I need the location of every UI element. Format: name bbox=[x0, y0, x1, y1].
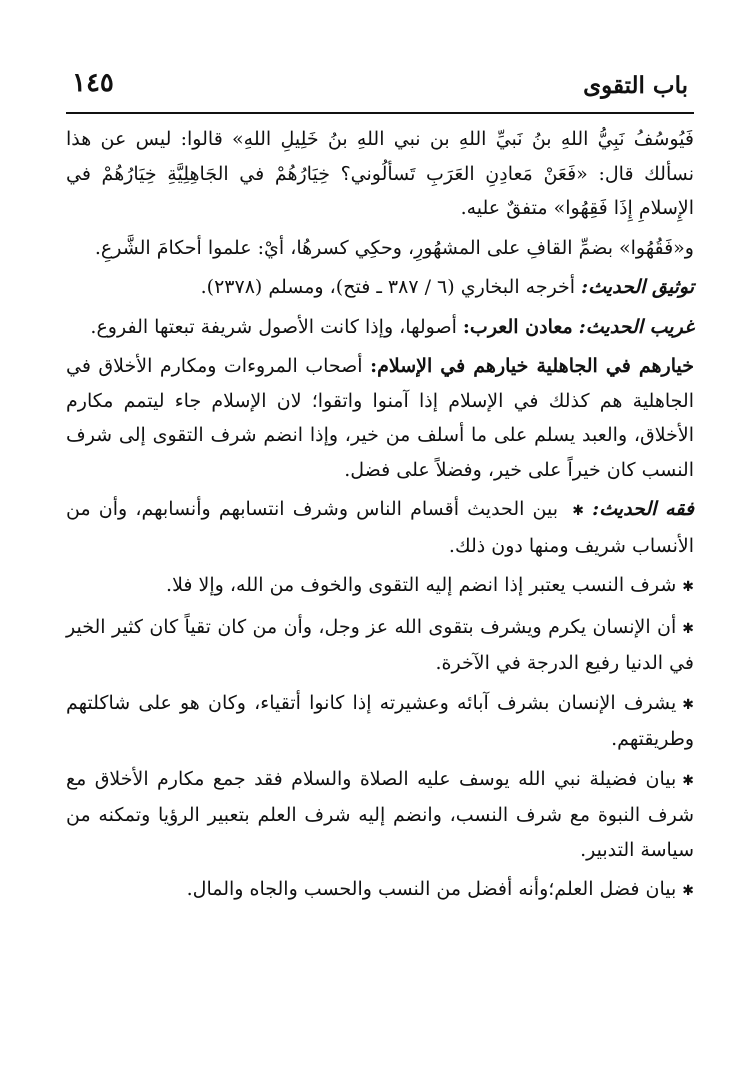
takhrij-label: توثيق الحديث: bbox=[581, 276, 694, 298]
list-item-text: بيان فضيلة نبي الله يوسف عليه الصلاة والسلام فقد جمع مكارم الأخلاق مع شرف النبوة مع شرف النسب، وانضم إليه شرف العلم بتعبير الرؤيا وتمكنه من سياسة التدبير. bbox=[66, 767, 694, 861]
gharib-label: غريب الحديث: bbox=[578, 315, 694, 338]
bullet-star-icon: ✱ bbox=[682, 883, 694, 899]
header-rule bbox=[66, 112, 694, 114]
page-body bbox=[66, 122, 694, 914]
chapter-title: باب التقوى bbox=[583, 72, 688, 99]
list-item bbox=[66, 872, 694, 909]
bullet-star-icon: ✱ bbox=[682, 696, 694, 713]
hadith-paragraph bbox=[66, 122, 694, 226]
hadith-text: فَيُوسُفُ نَبِيُّ اللهِ بنُ نَبيِّ اللهِ بن نبي اللهِ بنُ خَلِيلِ اللهِ» قالوا: ليس عن هذا نسألك قال: «فَعَنْ مَعادِنِ العَرَبِ تَسألُوني؟ خِيَارُهُمْ في الجَاهِلِيَّةِ خِيَارُهُمْ في الإِسلامِ إِذَا فَقِهُوا» متفقٌ عليه. bbox=[66, 128, 694, 219]
list-item-text: شرف النسب يعتبر إذا انضم إليه التقوى والخوف من الله، وإلا فلا. bbox=[166, 574, 677, 596]
khiyar-text: أصحاب المروءات ومكارم الأخلاق في الجاهلية هم كذلك في الإسلام إذا آمنوا واتقوا؛ لان الإسلام جاء ليتمم مكارم الأخلاق، والعبد يسلم على ما أسلف من خير، وإذا انضم شرف التقوى إلى شرف النسب كان خيراً على خير، وفضلاً على فضل. bbox=[66, 355, 694, 481]
explanation-text: و«فَقُهُوا» بضمِّ القافِ على المشهُورِ، وحكِي كسرهُا، أيْ: علموا أحكامَ الشَّرعِ. bbox=[94, 236, 694, 259]
list-item-text: يشرف الإنسان بشرف آبائه وعشيرته إذا كانوا أتقياء، وكان هو على شاكلتهم وطريقتهم. bbox=[66, 691, 694, 750]
fiqh-label: فقه الحديث: bbox=[592, 498, 695, 520]
khiyar-label: خيارهم في الجاهلية خيارهم في الإسلام: bbox=[370, 355, 694, 377]
bullet-star-icon: ✱ bbox=[682, 772, 694, 789]
gharib-term: معادن العرب: bbox=[462, 315, 573, 338]
list-item-text: بيان فضل العلم؛وأنه أفضل من النسب والحسب والجاه والمال. bbox=[186, 878, 677, 900]
page-header bbox=[66, 68, 694, 112]
list-item-text: أن الإنسان يكرم ويشرف بتقوى الله عز وجل، وأن من كان تقياً كان كثير الخير في الدنيا رفيع الدرجة في الآخرة. bbox=[66, 615, 694, 674]
list-item bbox=[66, 610, 694, 681]
fiqh-text: بين الحديث أقسام الناس وشرف انتسابهم وأنسابهم، وأن من الأنساب شريف ومنها دون ذلك. bbox=[66, 498, 694, 557]
khiyar-paragraph bbox=[66, 349, 694, 487]
explanation-paragraph bbox=[66, 231, 694, 266]
fiqh-paragraph bbox=[66, 492, 694, 563]
bullet-star-icon: ✱ bbox=[682, 579, 694, 595]
list-item bbox=[66, 686, 694, 757]
gharib-paragraph bbox=[66, 310, 694, 345]
takhrij-paragraph bbox=[66, 270, 694, 305]
takhrij-text: أخرجه البخاري (٦ / ٣٨٧ ـ فتح)، ومسلم (٢٣٧٨). bbox=[200, 276, 576, 298]
page-number: ١٤٥ bbox=[72, 68, 114, 98]
list-item bbox=[66, 762, 694, 868]
bullet-star-icon: ✱ bbox=[682, 620, 694, 637]
bullet-star-icon: ✱ bbox=[572, 503, 584, 519]
list-item bbox=[66, 568, 694, 605]
gharib-text: أصولها، وإذا كانت الأصول شريفة تبعتها الفروع. bbox=[90, 315, 457, 338]
